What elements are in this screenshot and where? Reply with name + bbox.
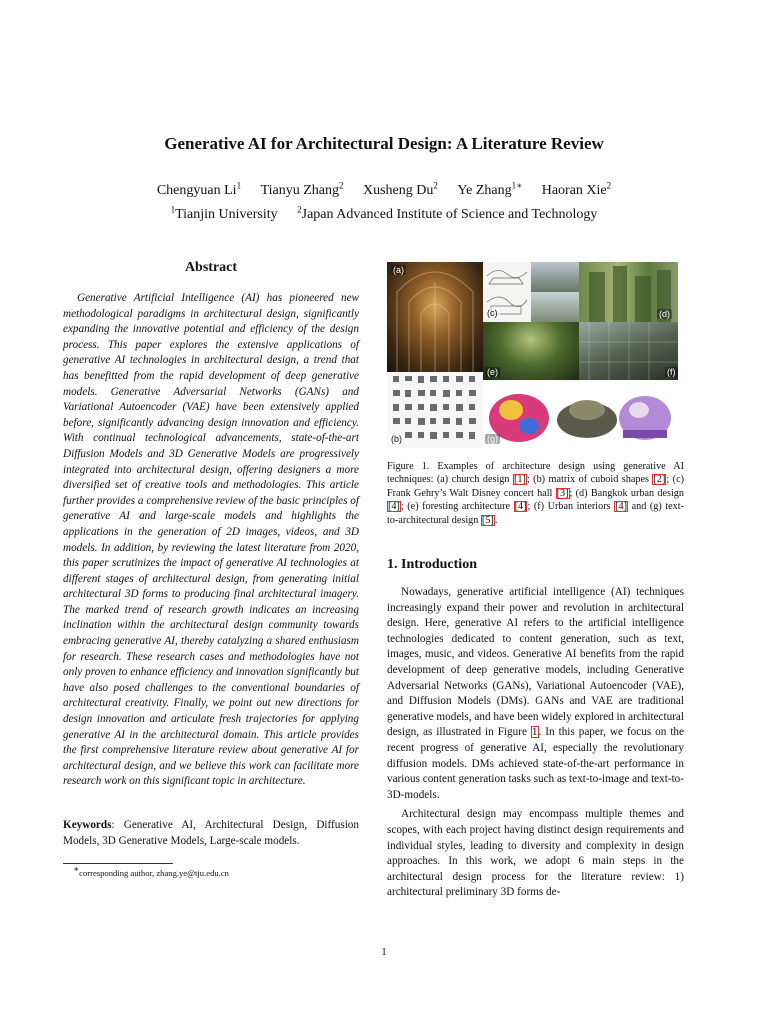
- footnote: ∗corresponding author, zhang.ye@tju.edu.cn: [73, 864, 229, 879]
- introduction-paragraph-1: Nowadays, generative artificial intelligence (AI) techniques increasingly expand their power and revolution in architectural design. Here, generative AI refers to the artificial intelligence technologies dedicated to content generation, such as text, images, music, and videos. Generative AI benefits from the rapid development of deep generative models, including Generative Adversarial Networks (GANs), Variational Autoencoder (VAE), and Diffusion Models (DMs). GANs and VAE are traditional generative models, and have been widely explored in architectural design, as illustrated in Figure 1. In this paper, we focus on the recent progress of generative AI, especially the revolutionary diffusion models. DMs achieved state-of-the-art performance in various content generation tasks such as text-to-image and text-to-3D-models.: [387, 586, 684, 801]
- panel-c-concert-hall: [483, 262, 531, 322]
- interior-grid-icon: [579, 322, 678, 380]
- affiliation: $^1$Tianjin University: [170, 204, 278, 222]
- panel-label: (e): [487, 367, 498, 377]
- citation-link[interactable]: [4]: [615, 501, 628, 513]
- citation-link[interactable]: [2]: [653, 474, 666, 486]
- abstract-heading: Abstract: [184, 260, 238, 275]
- citation-link[interactable]: [4]: [388, 501, 400, 513]
- panel-label: (a): [393, 265, 404, 275]
- right-column: [387, 262, 684, 901]
- keywords-label: Keywords: [63, 819, 112, 831]
- abstract-text: Generative Artificial Intelligence (AI) has pioneered new methodological paradigms in architectural design, significantly expanding the innovative potential and efficiency of the design process. This paper explores the extensive applications of generative AI technologies in architectural design, a trend that has benefitted from the rapid development of deep generative models. Generative Adversarial Networks (GANs) and Variational Autoencoder (VAE) have been extensively applied before, significantly advancing design innovation and efficiency. With continual technological advancements, state-of-the-art Diffusion Models and 3D Generative Models are progressively integrated into architectural design, offering designers a more diversified set of creative tools and methodologies. This article further provides a comprehensive review of the basic principles of generative AI and large-scale models and highlights the applications in the generation of 2D images, videos, and 3D models. In addition, by reviewing the latest literature from 2020, this paper scrutinizes the impact of generative AI technologies at different stages of architectural design, from generating initial architectural 3D forms to producing final architectural imagery. The marked trend of research growth indicates an increasing inclination within the architectural design community towards embracing generative AI, thereby catalyzing a shared enthusiasm for research. These research cases and methodologies have not only proven to enhance efficiency and innovation significantly but have also posed challenges to the conventional boundaries of architectural creativity. Finally, we point out new directions for design innovation and articulate fresh trajectories for applying generative AI in the architectural domain. This article provides the first comprehensive literature review about generative AI for architectural design, and we believe this work can facilitate more research work on this significant topic in architecture.: [63, 292, 359, 788]
- author-list: [0, 180, 768, 199]
- keywords-text: : Generative AI, Architectural Design, Diffusion Models, 3D Generative Models, Large-scale models.: [63, 819, 359, 847]
- citation-link[interactable]: [4]: [514, 501, 527, 513]
- citation-link[interactable]: [3]: [556, 487, 569, 499]
- author: Ye Zhang$^{1∗}$: [457, 180, 523, 198]
- panel-g-text-to-architecture: [483, 380, 678, 448]
- panel-d-bangkok: [579, 262, 678, 322]
- page-number: 1: [381, 946, 387, 958]
- footnote-rule: [63, 863, 173, 864]
- panel-b-cuboid-matrix: [387, 372, 483, 448]
- citation-link[interactable]: [1]: [513, 474, 526, 486]
- left-column: [63, 260, 359, 878]
- panel-label: (b): [391, 434, 402, 444]
- affiliation-list: [0, 204, 768, 223]
- panel-label: (g): [487, 434, 498, 444]
- introduction-paragraph-2: Architectural design may encompass multiple themes and scopes, with each project having distinct design requirements and individual styles, leading to diversity and complexity in design approaches. In this work, we adopt 6 main steps in the architectural design process for the literature review: 1) architectural preliminary 3D forms de-: [387, 808, 684, 899]
- panel-urban-renderings: [531, 262, 579, 292]
- panel-e-foresting: [483, 322, 579, 380]
- panel-label: (f): [667, 367, 676, 377]
- citation-link[interactable]: [5]: [481, 514, 494, 526]
- panel-urban-rendering-2: [531, 292, 579, 322]
- author: Xusheng Du$^2$: [363, 180, 438, 198]
- panel-label: (d): [659, 309, 670, 319]
- author: Tianyu Zhang$^2$: [260, 180, 344, 198]
- panel-a-church: [387, 262, 483, 372]
- figure-1-image: [387, 262, 678, 448]
- paper-title: Generative AI for Architectural Design: A Literature Review: [164, 134, 604, 153]
- figure-reference-link[interactable]: 1: [531, 726, 538, 739]
- author: Chengyuan Li$^1$: [156, 180, 242, 198]
- panel-f-urban-interiors: [579, 322, 678, 380]
- figure-1-caption: Figure 1. Examples of architecture design using generative AI techniques: (a) church design [1]; (b) matrix of cuboid shapes [2]; (c) Frank Gehry’s Walt Disney concert hall [3]; (d) Bangkok urban design [4]; (e) foresting architecture [4]; (f) Urban interiors [4] and (g) text-to-architectural design [5].: [387, 461, 684, 526]
- affiliation: $^2$Japan Advanced Institute of Science and Technology: [297, 204, 598, 222]
- section-heading-introduction: 1. Introduction: [387, 557, 477, 573]
- church-columns-icon: [387, 262, 483, 372]
- keywords: [63, 818, 359, 849]
- 3d-forms-icon: [483, 380, 678, 448]
- panel-label: (c): [487, 308, 498, 318]
- author: Haoran Xie$^2$: [541, 180, 612, 198]
